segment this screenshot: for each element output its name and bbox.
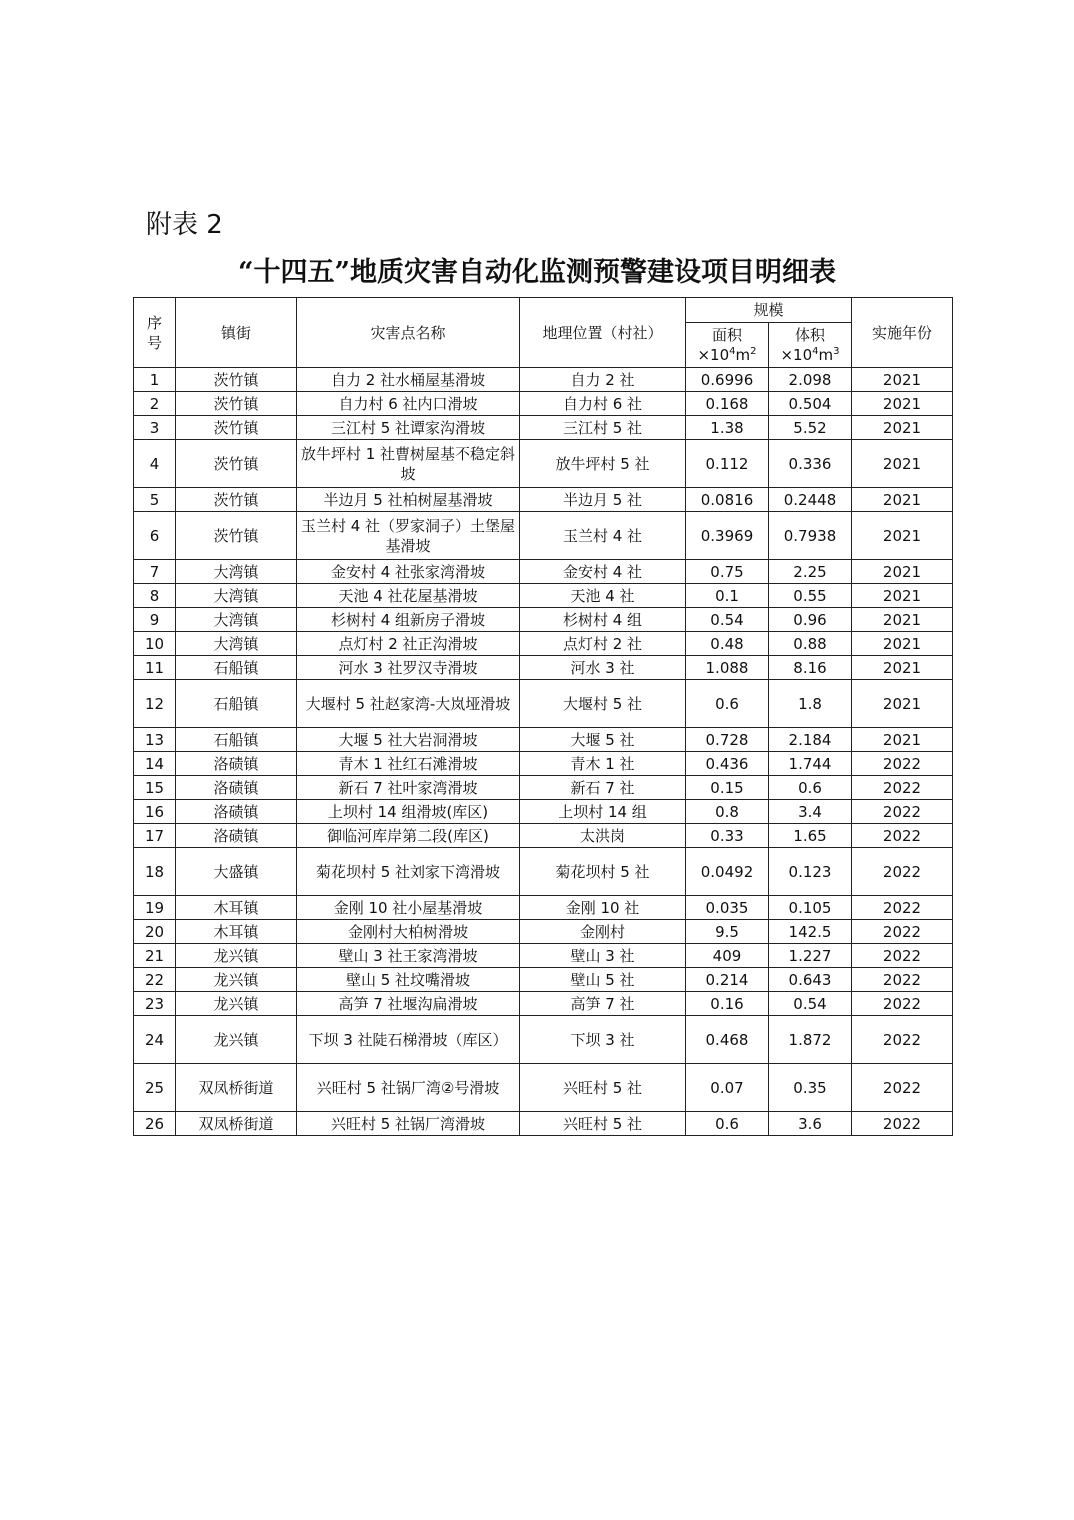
table-row [134, 680, 953, 728]
row-area: 0.1 [686, 584, 769, 608]
row-year: 2021 [852, 368, 953, 392]
row-volume: 0.105 [769, 896, 852, 920]
table-row [134, 512, 953, 560]
row-area: 0.48 [686, 632, 769, 656]
row-area: 0.035 [686, 896, 769, 920]
row-location: 上坝村 14 组 [520, 800, 686, 824]
row-number: 26 [134, 1112, 176, 1136]
row-town: 大盛镇 [176, 848, 297, 896]
table-row [134, 560, 953, 584]
row-volume: 0.123 [769, 848, 852, 896]
row-area: 0.54 [686, 608, 769, 632]
row-year: 2021 [852, 560, 953, 584]
header-area [686, 323, 769, 368]
table-row [134, 776, 953, 800]
row-hazard-name: 高笋 7 社堰沟扁滑坡 [297, 992, 520, 1016]
row-year: 2021 [852, 656, 953, 680]
row-town: 石船镇 [176, 680, 297, 728]
row-town: 茨竹镇 [176, 416, 297, 440]
row-volume: 1.65 [769, 824, 852, 848]
row-year: 2022 [852, 920, 953, 944]
row-number: 3 [134, 416, 176, 440]
row-area: 0.33 [686, 824, 769, 848]
row-town: 茨竹镇 [176, 488, 297, 512]
row-number: 6 [134, 512, 176, 560]
row-location: 放牛坪村 5 社 [520, 440, 686, 488]
table-row [134, 656, 953, 680]
row-location: 高笋 7 社 [520, 992, 686, 1016]
row-hazard-name: 玉兰村 4 社（罗家洞子）土堡屋基滑坡 [297, 512, 520, 560]
row-number: 9 [134, 608, 176, 632]
row-location: 金刚村 [520, 920, 686, 944]
row-hazard-name: 下坝 3 社陡石梯滑坡（库区） [297, 1016, 520, 1064]
row-town: 双凤桥街道 [176, 1112, 297, 1136]
row-town: 大湾镇 [176, 632, 297, 656]
row-town: 洛碛镇 [176, 800, 297, 824]
row-location: 菊花坝村 5 社 [520, 848, 686, 896]
row-volume: 0.35 [769, 1064, 852, 1112]
row-town: 茨竹镇 [176, 368, 297, 392]
row-hazard-name: 半边月 5 社柏树屋基滑坡 [297, 488, 520, 512]
row-area: 1.38 [686, 416, 769, 440]
document-title: “十四五”地质灾害自动化监测预警建设项目明细表 [237, 257, 837, 288]
row-location: 壁山 3 社 [520, 944, 686, 968]
row-town: 茨竹镇 [176, 440, 297, 488]
row-number: 16 [134, 800, 176, 824]
row-location: 点灯村 2 社 [520, 632, 686, 656]
row-location: 大堰村 5 社 [520, 680, 686, 728]
row-year: 2022 [852, 752, 953, 776]
row-hazard-name: 菊花坝村 5 社刘家下湾滑坡 [297, 848, 520, 896]
row-volume: 3.6 [769, 1112, 852, 1136]
row-town: 龙兴镇 [176, 1016, 297, 1064]
row-year: 2021 [852, 632, 953, 656]
row-volume: 0.2448 [769, 488, 852, 512]
row-location: 天池 4 社 [520, 584, 686, 608]
row-town: 大湾镇 [176, 584, 297, 608]
row-number: 14 [134, 752, 176, 776]
row-location: 青木 1 社 [520, 752, 686, 776]
row-town: 石船镇 [176, 656, 297, 680]
row-area: 0.6 [686, 680, 769, 728]
row-number: 17 [134, 824, 176, 848]
row-number: 22 [134, 968, 176, 992]
row-location: 自力村 6 社 [520, 392, 686, 416]
row-year: 2022 [852, 1064, 953, 1112]
row-volume: 1.227 [769, 944, 852, 968]
header-area-unit: $\times 10^4m^2$ [697, 346, 757, 364]
row-hazard-name: 金刚 10 社小屋基滑坡 [297, 896, 520, 920]
row-volume: 0.336 [769, 440, 852, 488]
row-area: 0.468 [686, 1016, 769, 1064]
header-location: 地理位置（村社） [520, 298, 686, 368]
row-hazard-name: 点灯村 2 社正沟滑坡 [297, 632, 520, 656]
row-location: 三江村 5 社 [520, 416, 686, 440]
table-row [134, 824, 953, 848]
row-area: 0.8 [686, 800, 769, 824]
row-area: 0.16 [686, 992, 769, 1016]
appendix-label: 附表 2 [146, 210, 223, 240]
row-location: 自力 2 社 [520, 368, 686, 392]
row-number: 13 [134, 728, 176, 752]
row-location: 下坝 3 社 [520, 1016, 686, 1064]
row-volume: 142.5 [769, 920, 852, 944]
row-number: 2 [134, 392, 176, 416]
row-hazard-name: 壁山 5 社坟嘴滑坡 [297, 968, 520, 992]
row-area: 0.07 [686, 1064, 769, 1112]
row-hazard-name: 壁山 3 社王家湾滑坡 [297, 944, 520, 968]
table-row [134, 728, 953, 752]
table-row [134, 800, 953, 824]
table-row [134, 440, 953, 488]
row-town: 茨竹镇 [176, 392, 297, 416]
row-volume: 0.643 [769, 968, 852, 992]
row-location: 河水 3 社 [520, 656, 686, 680]
row-year: 2022 [852, 848, 953, 896]
row-volume: 2.25 [769, 560, 852, 584]
row-town: 龙兴镇 [176, 992, 297, 1016]
row-location: 玉兰村 4 社 [520, 512, 686, 560]
row-year: 2022 [852, 824, 953, 848]
row-location: 太洪岗 [520, 824, 686, 848]
row-volume: 3.4 [769, 800, 852, 824]
table-row [134, 584, 953, 608]
row-area: 0.728 [686, 728, 769, 752]
row-area: 0.436 [686, 752, 769, 776]
row-hazard-name: 大堰 5 社大岩洞滑坡 [297, 728, 520, 752]
row-town: 木耳镇 [176, 896, 297, 920]
row-hazard-name: 河水 3 社罗汉寺滑坡 [297, 656, 520, 680]
row-hazard-name: 兴旺村 5 社锅厂湾滑坡 [297, 1112, 520, 1136]
row-area: 9.5 [686, 920, 769, 944]
row-year: 2021 [852, 416, 953, 440]
row-location: 大堰 5 社 [520, 728, 686, 752]
row-hazard-name: 大堰村 5 社赵家湾-大岚垭滑坡 [297, 680, 520, 728]
row-volume: 5.52 [769, 416, 852, 440]
header-area-label: 面积 [711, 326, 742, 344]
row-location: 杉树村 4 组 [520, 608, 686, 632]
row-number: 5 [134, 488, 176, 512]
row-year: 2022 [852, 896, 953, 920]
row-hazard-name: 自力村 6 社内口滑坡 [297, 392, 520, 416]
row-volume: 1.872 [769, 1016, 852, 1064]
row-area: 0.0816 [686, 488, 769, 512]
row-town: 木耳镇 [176, 920, 297, 944]
table-row [134, 752, 953, 776]
row-number: 1 [134, 368, 176, 392]
header-volume-unit: $\times 10^4m^3$ [780, 346, 840, 364]
row-number: 18 [134, 848, 176, 896]
row-year: 2022 [852, 1016, 953, 1064]
row-area: 0.6 [686, 1112, 769, 1136]
row-town: 大湾镇 [176, 608, 297, 632]
row-hazard-name: 兴旺村 5 社锅厂湾②号滑坡 [297, 1064, 520, 1112]
row-location: 新石 7 社 [520, 776, 686, 800]
row-volume: 0.96 [769, 608, 852, 632]
header-seq: 序号 [134, 298, 176, 368]
row-area: 409 [686, 944, 769, 968]
row-year: 2021 [852, 440, 953, 488]
row-volume: 8.16 [769, 656, 852, 680]
row-town: 双凤桥街道 [176, 1064, 297, 1112]
row-area: 0.0492 [686, 848, 769, 896]
row-area: 0.6996 [686, 368, 769, 392]
row-year: 2021 [852, 488, 953, 512]
row-number: 4 [134, 440, 176, 488]
row-town: 龙兴镇 [176, 944, 297, 968]
row-town: 洛碛镇 [176, 824, 297, 848]
row-hazard-name: 杉树村 4 组新房子滑坡 [297, 608, 520, 632]
row-area: 1.088 [686, 656, 769, 680]
table-row [134, 992, 953, 1016]
row-number: 15 [134, 776, 176, 800]
row-hazard-name: 金安村 4 社张家湾滑坡 [297, 560, 520, 584]
row-number: 7 [134, 560, 176, 584]
table-row [134, 1016, 953, 1064]
row-area: 0.3969 [686, 512, 769, 560]
row-town: 茨竹镇 [176, 512, 297, 560]
row-number: 20 [134, 920, 176, 944]
header-hazard-name: 灾害点名称 [297, 298, 520, 368]
row-number: 11 [134, 656, 176, 680]
row-year: 2022 [852, 1112, 953, 1136]
row-location: 兴旺村 5 社 [520, 1112, 686, 1136]
row-location: 兴旺村 5 社 [520, 1064, 686, 1112]
row-volume: 0.6 [769, 776, 852, 800]
row-location: 金安村 4 社 [520, 560, 686, 584]
table-row [134, 368, 953, 392]
table-row [134, 488, 953, 512]
row-area: 0.168 [686, 392, 769, 416]
row-town: 洛碛镇 [176, 776, 297, 800]
header-scale: 规模 [686, 298, 852, 323]
row-town: 石船镇 [176, 728, 297, 752]
row-year: 2022 [852, 776, 953, 800]
table-row [134, 416, 953, 440]
table-body [134, 368, 953, 1136]
row-hazard-name: 三江村 5 社谭家沟滑坡 [297, 416, 520, 440]
row-area: 0.112 [686, 440, 769, 488]
row-year: 2022 [852, 992, 953, 1016]
row-year: 2022 [852, 944, 953, 968]
row-year: 2021 [852, 680, 953, 728]
table-row [134, 1064, 953, 1112]
row-town: 大湾镇 [176, 560, 297, 584]
row-year: 2021 [852, 584, 953, 608]
row-area: 0.214 [686, 968, 769, 992]
table-row [134, 1112, 953, 1136]
row-year: 2021 [852, 728, 953, 752]
header-volume [769, 323, 852, 368]
row-volume: 1.744 [769, 752, 852, 776]
row-number: 24 [134, 1016, 176, 1064]
header-volume-label: 体积 [795, 326, 826, 344]
row-town: 龙兴镇 [176, 968, 297, 992]
row-year: 2022 [852, 800, 953, 824]
row-volume: 2.184 [769, 728, 852, 752]
row-hazard-name: 青木 1 社红石滩滑坡 [297, 752, 520, 776]
row-hazard-name: 自力 2 社水桶屋基滑坡 [297, 368, 520, 392]
table-row [134, 608, 953, 632]
row-location: 金刚 10 社 [520, 896, 686, 920]
row-number: 19 [134, 896, 176, 920]
row-year: 2021 [852, 608, 953, 632]
project-table [133, 297, 953, 1136]
row-volume: 0.7938 [769, 512, 852, 560]
header-town: 镇街 [176, 298, 297, 368]
row-hazard-name: 金刚村大柏树滑坡 [297, 920, 520, 944]
row-hazard-name: 新石 7 社叶家湾滑坡 [297, 776, 520, 800]
row-town: 洛碛镇 [176, 752, 297, 776]
table-row [134, 968, 953, 992]
row-location: 壁山 5 社 [520, 968, 686, 992]
row-hazard-name: 上坝村 14 组滑坡(库区) [297, 800, 520, 824]
row-year: 2021 [852, 392, 953, 416]
row-location: 半边月 5 社 [520, 488, 686, 512]
table-row [134, 632, 953, 656]
table-header [134, 298, 953, 368]
row-hazard-name: 御临河库岸第二段(库区) [297, 824, 520, 848]
row-number: 23 [134, 992, 176, 1016]
row-volume: 0.55 [769, 584, 852, 608]
row-volume: 0.88 [769, 632, 852, 656]
row-number: 10 [134, 632, 176, 656]
table-row [134, 896, 953, 920]
row-number: 21 [134, 944, 176, 968]
row-number: 12 [134, 680, 176, 728]
header-year: 实施年份 [852, 298, 953, 368]
table-row [134, 848, 953, 896]
row-hazard-name: 天池 4 社花屋基滑坡 [297, 584, 520, 608]
row-volume: 0.54 [769, 992, 852, 1016]
row-volume: 1.8 [769, 680, 852, 728]
row-number: 8 [134, 584, 176, 608]
table-row [134, 392, 953, 416]
table-row [134, 944, 953, 968]
row-volume: 2.098 [769, 368, 852, 392]
row-volume: 0.504 [769, 392, 852, 416]
row-hazard-name: 放牛坪村 1 社曹树屋基不稳定斜坡 [297, 440, 520, 488]
row-area: 0.15 [686, 776, 769, 800]
row-year: 2022 [852, 968, 953, 992]
row-year: 2021 [852, 512, 953, 560]
row-area: 0.75 [686, 560, 769, 584]
table-row [134, 920, 953, 944]
row-number: 25 [134, 1064, 176, 1112]
